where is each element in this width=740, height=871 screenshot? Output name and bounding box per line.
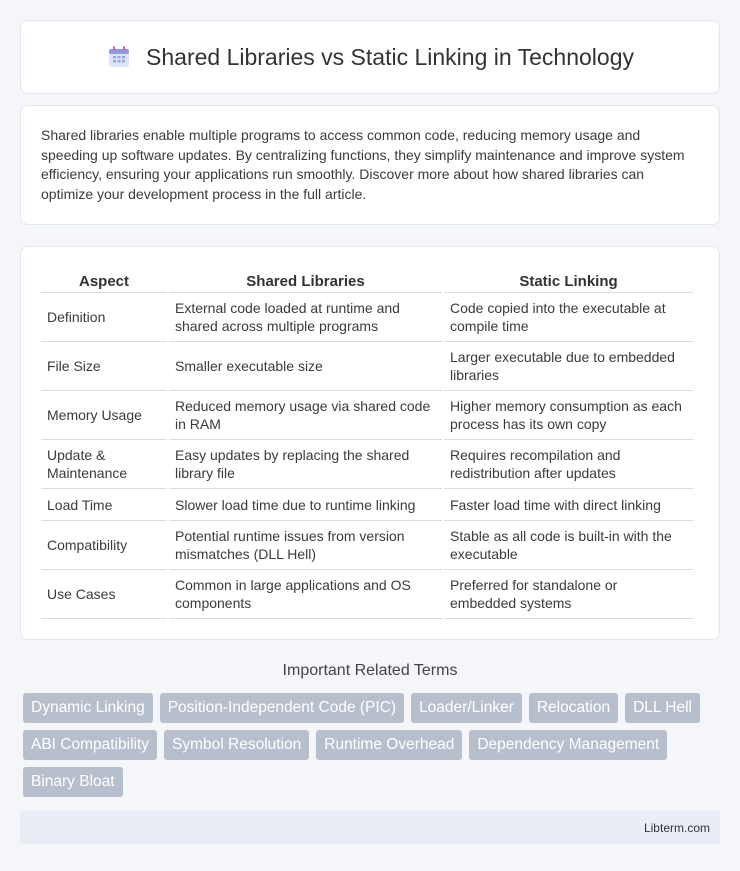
- page-title: Shared Libraries vs Static Linking in Technology: [146, 43, 634, 70]
- table-cell-shared: External code loaded at runtime and shared across multiple programs: [169, 293, 442, 342]
- calendar-icon: [106, 44, 132, 70]
- table-row: [41, 521, 693, 570]
- term-tag[interactable]: Loader/Linker: [411, 693, 522, 723]
- term-tag[interactable]: Runtime Overhead: [316, 730, 462, 760]
- term-tag[interactable]: Binary Bloat: [23, 767, 123, 797]
- table-cell-aspect: Memory Usage: [41, 391, 167, 440]
- term-tag[interactable]: Dynamic Linking: [23, 693, 153, 723]
- table-row: [41, 293, 693, 342]
- table-row: [41, 342, 693, 391]
- table-cell-shared: Reduced memory usage via shared code in RAM: [169, 391, 442, 440]
- comparison-table: [39, 267, 695, 619]
- table-cell-static: Code copied into the executable at compile time: [444, 293, 693, 342]
- table-cell-shared: Smaller executable size: [169, 342, 442, 391]
- table-cell-shared: Potential runtime issues from version mismatches (DLL Hell): [169, 521, 442, 570]
- table-row: [41, 489, 693, 521]
- table-cell-shared: Slower load time due to runtime linking: [169, 489, 442, 521]
- table-row: [41, 440, 693, 489]
- table-cell-static: Requires recompilation and redistribution after updates: [444, 440, 693, 489]
- table-row: [41, 570, 693, 619]
- related-terms-title: Important Related Terms: [282, 662, 458, 679]
- column-header-shared: Shared Libraries: [169, 267, 442, 293]
- table-cell-static: Preferred for standalone or embedded systems: [444, 570, 693, 619]
- term-tag[interactable]: DLL Hell: [625, 693, 700, 723]
- table-cell-aspect: Update & Maintenance: [41, 440, 167, 489]
- table-row: [41, 391, 693, 440]
- footer: [20, 811, 720, 844]
- table-cell-aspect: Use Cases: [41, 570, 167, 619]
- intro-text: Shared libraries enable multiple programs to access common code, reducing memory usage and speeding up software updates. By centralizing functions, they simplify maintenance and improve system efficiency, ensuring your applications run smoothly. Discover more about how shared libraries can optimize your development process in the full article.: [41, 127, 685, 202]
- column-header-static: Static Linking: [444, 267, 693, 293]
- table-cell-aspect: Compatibility: [41, 521, 167, 570]
- term-tag[interactable]: Relocation: [529, 693, 618, 723]
- table-cell-aspect: Load Time: [41, 489, 167, 521]
- table-header-row: [41, 267, 693, 293]
- column-header-aspect: Aspect: [41, 267, 167, 293]
- term-tag[interactable]: Position-Independent Code (PIC): [160, 693, 404, 723]
- term-tag[interactable]: Symbol Resolution: [164, 730, 309, 760]
- related-terms-list: [20, 693, 720, 797]
- table-cell-static: Higher memory consumption as each process has its own copy: [444, 391, 693, 440]
- title-card: [20, 20, 720, 94]
- table-cell-static: Stable as all code is built-in with the executable: [444, 521, 693, 570]
- table-cell-aspect: File Size: [41, 342, 167, 391]
- table-cell-aspect: Definition: [41, 293, 167, 342]
- term-tag[interactable]: Dependency Management: [469, 730, 667, 760]
- intro-card: [20, 105, 720, 225]
- table-cell-shared: Easy updates by replacing the shared library file: [169, 440, 442, 489]
- term-tag[interactable]: ABI Compatibility: [23, 730, 157, 760]
- comparison-card: [20, 246, 720, 640]
- footer-site-link[interactable]: Libterm.com: [643, 820, 710, 835]
- table-cell-static: Larger executable due to embedded libraries: [444, 342, 693, 391]
- table-cell-static: Faster load time with direct linking: [444, 489, 693, 521]
- table-cell-shared: Common in large applications and OS components: [169, 570, 442, 619]
